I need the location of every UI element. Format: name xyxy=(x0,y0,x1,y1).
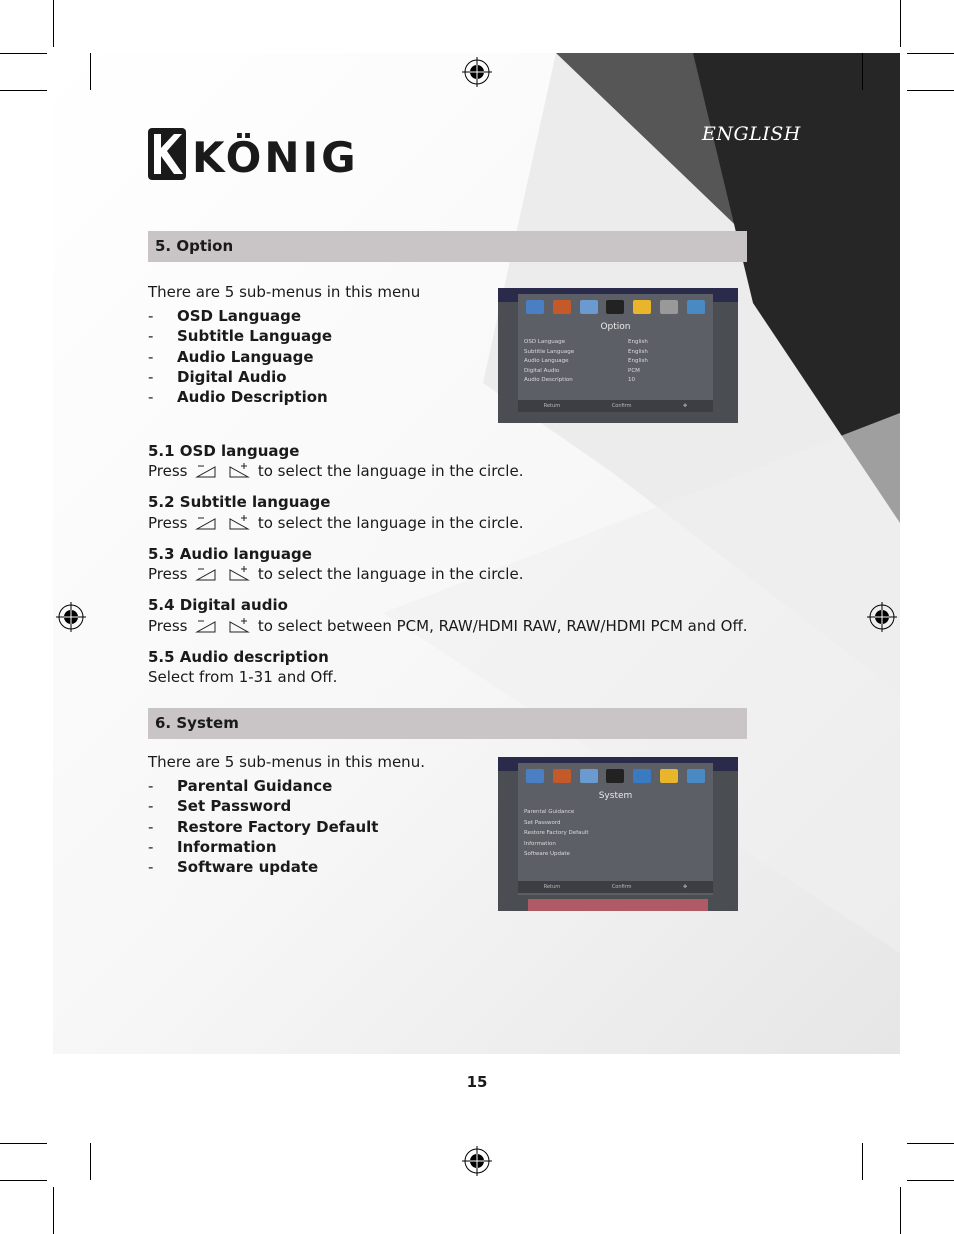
search-icon xyxy=(580,300,598,314)
film-icon xyxy=(553,300,571,314)
crop-mark xyxy=(0,1143,47,1144)
monitor-icon xyxy=(687,769,705,783)
crop-mark xyxy=(900,1187,901,1234)
search-icon xyxy=(580,769,598,783)
menu-panel xyxy=(518,294,713,412)
list-item: - Digital Audio xyxy=(148,367,332,387)
crop-mark xyxy=(90,53,91,90)
volume-up-icon xyxy=(228,515,250,531)
crop-mark xyxy=(53,0,54,47)
option-menu-screenshot xyxy=(498,288,738,423)
subsection-heading: 5.4 Digital audio xyxy=(148,596,288,614)
svg-text:KÖNIG: KÖNIG xyxy=(192,133,353,182)
tools-icon xyxy=(660,769,678,783)
list-item: - Set Password xyxy=(148,796,378,816)
volume-down-icon xyxy=(195,463,217,479)
screen-menu-row: Subtitle Language English xyxy=(524,348,648,355)
submenu-list xyxy=(148,306,332,407)
clock-icon xyxy=(606,300,624,314)
crop-mark xyxy=(907,1143,954,1144)
menu-icon-bar xyxy=(518,294,713,320)
picture-icon xyxy=(526,300,544,314)
list-item: - Parental Guidance xyxy=(148,776,378,796)
crop-mark xyxy=(90,1143,91,1180)
screen-menu-row: OSD Language English xyxy=(524,339,648,345)
volume-up-icon xyxy=(228,566,250,582)
list-item: - Restore Factory Default xyxy=(148,817,378,837)
picture-icon xyxy=(526,769,544,783)
page-number: 15 xyxy=(466,1073,488,1091)
registration-mark-icon xyxy=(462,1146,492,1176)
disc-icon xyxy=(660,300,678,314)
language-label: ENGLISH xyxy=(702,123,801,145)
volume-up-icon xyxy=(228,618,250,634)
screen-menu-row: Information xyxy=(524,840,556,847)
registration-mark-icon xyxy=(462,57,492,87)
screen-footer: Return Confirm ✥ xyxy=(518,400,713,412)
system-menu-screenshot xyxy=(498,757,738,911)
list-item: - Audio Description xyxy=(148,387,332,407)
screen-menu-row: Software Update xyxy=(524,851,570,857)
screen-menu-row: Audio Description 10 xyxy=(524,377,635,383)
konig-logo-icon xyxy=(148,126,353,182)
subsection-heading: 5.5 Audio description xyxy=(148,648,329,666)
crop-mark xyxy=(0,53,47,54)
screen-menu-row: Audio Language English xyxy=(524,358,648,364)
globe-icon xyxy=(633,769,651,783)
clock-icon xyxy=(606,769,624,783)
screen-background xyxy=(528,899,708,911)
section-header-option: 5. Option xyxy=(148,231,747,262)
crop-mark xyxy=(907,53,954,54)
menu-panel xyxy=(518,763,713,895)
list-item: - Software update xyxy=(148,857,378,877)
submenu-list xyxy=(148,776,378,877)
screen-menu-row: Restore Factory Default xyxy=(524,830,589,836)
section-header-system: 6. System xyxy=(148,708,747,739)
screen-menu-row: Parental Guidance xyxy=(524,809,575,815)
screen-footer: Return Confirm ✥ xyxy=(518,881,713,893)
film-icon xyxy=(553,769,571,783)
crop-mark xyxy=(53,1187,54,1234)
konig-logo xyxy=(148,126,353,186)
registration-mark-icon xyxy=(56,602,86,632)
monitor-icon xyxy=(687,300,705,314)
list-item: - Audio Language xyxy=(148,347,332,367)
crop-mark xyxy=(862,1143,863,1180)
menu-icon-bar xyxy=(518,763,713,789)
subsection-heading: 5.2 Subtitle language xyxy=(148,493,331,511)
list-item: - Information xyxy=(148,837,378,857)
globe-icon xyxy=(633,300,651,314)
screen-menu-title: System xyxy=(598,791,633,801)
instruction-line: Select from 1-31 and Off. xyxy=(148,668,338,686)
registration-mark-icon xyxy=(867,602,897,632)
subsection-heading: 5.3 Audio language xyxy=(148,545,312,563)
list-item: - OSD Language xyxy=(148,306,332,326)
crop-mark xyxy=(862,53,863,90)
volume-down-icon xyxy=(195,566,217,582)
crop-mark xyxy=(907,1180,954,1181)
list-item: - Subtitle Language xyxy=(148,326,332,346)
instruction-line: Press to select the language in the circle. xyxy=(148,565,524,583)
screen-menu-row: Digital Audio PCM xyxy=(524,367,640,374)
volume-down-icon xyxy=(195,515,217,531)
screen-menu-row: Set Password xyxy=(524,819,561,826)
instruction-line: Press to select the language in the circle. xyxy=(148,462,524,480)
section-intro: There are 5 sub-menus in this menu. xyxy=(148,753,425,771)
crop-mark xyxy=(900,0,901,47)
volume-up-icon xyxy=(228,463,250,479)
instruction-line: Press to select between PCM, RAW/HDMI RAW, RAW/HDMI PCM and Off. xyxy=(148,617,748,635)
section-intro: There are 5 sub-menus in this menu xyxy=(148,283,421,301)
crop-mark xyxy=(0,1180,47,1181)
crop-mark xyxy=(907,90,954,91)
screen-menu-title: Option xyxy=(600,322,631,332)
subsection-heading: 5.1 OSD language xyxy=(148,442,300,460)
instruction-line: Press to select the language in the circle. xyxy=(148,514,524,532)
crop-mark xyxy=(0,90,47,91)
volume-down-icon xyxy=(195,618,217,634)
